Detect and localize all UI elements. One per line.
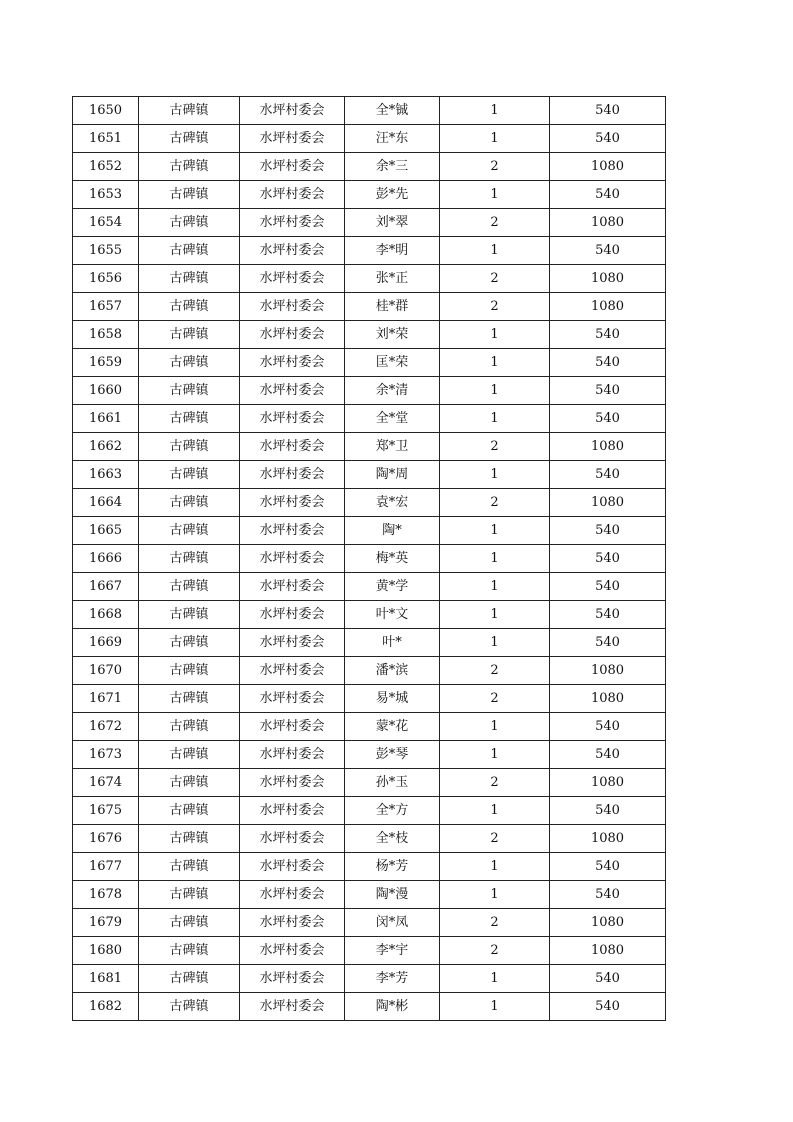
row-number: 1657 bbox=[73, 293, 139, 321]
name-cell: 彭*先 bbox=[345, 181, 440, 209]
village-committee-cell: 水坪村委会 bbox=[240, 853, 345, 881]
town-cell: 古碑镇 bbox=[139, 573, 240, 601]
village-committee-cell: 水坪村委会 bbox=[240, 993, 345, 1021]
count-cell: 2 bbox=[440, 825, 550, 853]
town-cell: 古碑镇 bbox=[139, 265, 240, 293]
table-row bbox=[73, 321, 666, 349]
data-table bbox=[72, 96, 666, 1021]
row-number: 1675 bbox=[73, 797, 139, 825]
count-cell: 2 bbox=[440, 153, 550, 181]
town-cell: 古碑镇 bbox=[139, 965, 240, 993]
village-committee-cell: 水坪村委会 bbox=[240, 881, 345, 909]
town-cell: 古碑镇 bbox=[139, 685, 240, 713]
table-row bbox=[73, 209, 666, 237]
town-cell: 古碑镇 bbox=[139, 405, 240, 433]
table-row bbox=[73, 573, 666, 601]
table-row bbox=[73, 349, 666, 377]
village-committee-cell: 水坪村委会 bbox=[240, 713, 345, 741]
table-row bbox=[73, 125, 666, 153]
town-cell: 古碑镇 bbox=[139, 657, 240, 685]
count-cell: 1 bbox=[440, 797, 550, 825]
amount-cell: 540 bbox=[550, 993, 666, 1021]
town-cell: 古碑镇 bbox=[139, 909, 240, 937]
town-cell: 古碑镇 bbox=[139, 153, 240, 181]
count-cell: 1 bbox=[440, 125, 550, 153]
name-cell: 陶*彬 bbox=[345, 993, 440, 1021]
row-number: 1654 bbox=[73, 209, 139, 237]
name-cell: 潘*滨 bbox=[345, 657, 440, 685]
amount-cell: 540 bbox=[550, 461, 666, 489]
row-number: 1655 bbox=[73, 237, 139, 265]
name-cell: 叶*文 bbox=[345, 601, 440, 629]
row-number: 1665 bbox=[73, 517, 139, 545]
name-cell: 陶*漫 bbox=[345, 881, 440, 909]
town-cell: 古碑镇 bbox=[139, 461, 240, 489]
name-cell: 全*铖 bbox=[345, 97, 440, 125]
table-row bbox=[73, 405, 666, 433]
village-committee-cell: 水坪村委会 bbox=[240, 265, 345, 293]
village-committee-cell: 水坪村委会 bbox=[240, 349, 345, 377]
amount-cell: 1080 bbox=[550, 937, 666, 965]
town-cell: 古碑镇 bbox=[139, 433, 240, 461]
town-cell: 古碑镇 bbox=[139, 293, 240, 321]
count-cell: 1 bbox=[440, 321, 550, 349]
village-committee-cell: 水坪村委会 bbox=[240, 489, 345, 517]
amount-cell: 540 bbox=[550, 405, 666, 433]
amount-cell: 1080 bbox=[550, 909, 666, 937]
amount-cell: 1080 bbox=[550, 265, 666, 293]
amount-cell: 540 bbox=[550, 321, 666, 349]
table-row bbox=[73, 181, 666, 209]
town-cell: 古碑镇 bbox=[139, 769, 240, 797]
amount-cell: 540 bbox=[550, 601, 666, 629]
name-cell: 李*宇 bbox=[345, 937, 440, 965]
name-cell: 袁*宏 bbox=[345, 489, 440, 517]
table-row bbox=[73, 657, 666, 685]
table-row bbox=[73, 545, 666, 573]
table-row bbox=[73, 797, 666, 825]
name-cell: 余*三 bbox=[345, 153, 440, 181]
village-committee-cell: 水坪村委会 bbox=[240, 657, 345, 685]
row-number: 1652 bbox=[73, 153, 139, 181]
village-committee-cell: 水坪村委会 bbox=[240, 209, 345, 237]
town-cell: 古碑镇 bbox=[139, 993, 240, 1021]
count-cell: 2 bbox=[440, 909, 550, 937]
name-cell: 黄*学 bbox=[345, 573, 440, 601]
count-cell: 1 bbox=[440, 965, 550, 993]
count-cell: 2 bbox=[440, 265, 550, 293]
name-cell: 叶* bbox=[345, 629, 440, 657]
row-number: 1662 bbox=[73, 433, 139, 461]
town-cell: 古碑镇 bbox=[139, 489, 240, 517]
town-cell: 古碑镇 bbox=[139, 321, 240, 349]
amount-cell: 540 bbox=[550, 881, 666, 909]
amount-cell: 1080 bbox=[550, 293, 666, 321]
amount-cell: 540 bbox=[550, 797, 666, 825]
name-cell: 梅*英 bbox=[345, 545, 440, 573]
row-number: 1663 bbox=[73, 461, 139, 489]
count-cell: 1 bbox=[440, 629, 550, 657]
village-committee-cell: 水坪村委会 bbox=[240, 825, 345, 853]
amount-cell: 540 bbox=[550, 713, 666, 741]
name-cell: 刘*翠 bbox=[345, 209, 440, 237]
table-row bbox=[73, 825, 666, 853]
name-cell: 郑*卫 bbox=[345, 433, 440, 461]
village-committee-cell: 水坪村委会 bbox=[240, 965, 345, 993]
count-cell: 1 bbox=[440, 741, 550, 769]
count-cell: 1 bbox=[440, 853, 550, 881]
row-number: 1678 bbox=[73, 881, 139, 909]
town-cell: 古碑镇 bbox=[139, 881, 240, 909]
row-number: 1658 bbox=[73, 321, 139, 349]
row-number: 1676 bbox=[73, 825, 139, 853]
amount-cell: 540 bbox=[550, 181, 666, 209]
table-row bbox=[73, 769, 666, 797]
count-cell: 1 bbox=[440, 97, 550, 125]
town-cell: 古碑镇 bbox=[139, 377, 240, 405]
count-cell: 2 bbox=[440, 657, 550, 685]
amount-cell: 1080 bbox=[550, 153, 666, 181]
name-cell: 余*清 bbox=[345, 377, 440, 405]
amount-cell: 540 bbox=[550, 629, 666, 657]
name-cell: 易*城 bbox=[345, 685, 440, 713]
row-number: 1668 bbox=[73, 601, 139, 629]
name-cell: 孙*玉 bbox=[345, 769, 440, 797]
count-cell: 1 bbox=[440, 601, 550, 629]
count-cell: 1 bbox=[440, 237, 550, 265]
village-committee-cell: 水坪村委会 bbox=[240, 321, 345, 349]
count-cell: 1 bbox=[440, 181, 550, 209]
row-number: 1677 bbox=[73, 853, 139, 881]
amount-cell: 1080 bbox=[550, 209, 666, 237]
table-row bbox=[73, 489, 666, 517]
village-committee-cell: 水坪村委会 bbox=[240, 405, 345, 433]
name-cell: 桂*群 bbox=[345, 293, 440, 321]
table-row bbox=[73, 601, 666, 629]
count-cell: 1 bbox=[440, 461, 550, 489]
table-row bbox=[73, 937, 666, 965]
amount-cell: 540 bbox=[550, 545, 666, 573]
count-cell: 1 bbox=[440, 573, 550, 601]
village-committee-cell: 水坪村委会 bbox=[240, 181, 345, 209]
table-row bbox=[73, 265, 666, 293]
count-cell: 1 bbox=[440, 517, 550, 545]
count-cell: 2 bbox=[440, 433, 550, 461]
name-cell: 全*堂 bbox=[345, 405, 440, 433]
table-row bbox=[73, 97, 666, 125]
row-number: 1656 bbox=[73, 265, 139, 293]
name-cell: 陶*周 bbox=[345, 461, 440, 489]
row-number: 1669 bbox=[73, 629, 139, 657]
count-cell: 2 bbox=[440, 293, 550, 321]
amount-cell: 540 bbox=[550, 965, 666, 993]
name-cell: 李*芳 bbox=[345, 965, 440, 993]
amount-cell: 1080 bbox=[550, 825, 666, 853]
name-cell: 杨*芳 bbox=[345, 853, 440, 881]
row-number: 1651 bbox=[73, 125, 139, 153]
count-cell: 1 bbox=[440, 405, 550, 433]
name-cell: 匡*荣 bbox=[345, 349, 440, 377]
table-row bbox=[73, 377, 666, 405]
count-cell: 2 bbox=[440, 209, 550, 237]
amount-cell: 540 bbox=[550, 377, 666, 405]
table-row bbox=[73, 293, 666, 321]
name-cell: 闵*凤 bbox=[345, 909, 440, 937]
count-cell: 2 bbox=[440, 489, 550, 517]
row-number: 1671 bbox=[73, 685, 139, 713]
amount-cell: 540 bbox=[550, 573, 666, 601]
table-row bbox=[73, 713, 666, 741]
village-committee-cell: 水坪村委会 bbox=[240, 797, 345, 825]
village-committee-cell: 水坪村委会 bbox=[240, 377, 345, 405]
count-cell: 1 bbox=[440, 881, 550, 909]
row-number: 1659 bbox=[73, 349, 139, 377]
row-number: 1680 bbox=[73, 937, 139, 965]
table-row bbox=[73, 881, 666, 909]
table-row bbox=[73, 433, 666, 461]
village-committee-cell: 水坪村委会 bbox=[240, 461, 345, 489]
table-row bbox=[73, 853, 666, 881]
name-cell: 李*明 bbox=[345, 237, 440, 265]
row-number: 1672 bbox=[73, 713, 139, 741]
village-committee-cell: 水坪村委会 bbox=[240, 125, 345, 153]
table-body bbox=[73, 97, 666, 1021]
town-cell: 古碑镇 bbox=[139, 853, 240, 881]
town-cell: 古碑镇 bbox=[139, 825, 240, 853]
town-cell: 古碑镇 bbox=[139, 629, 240, 657]
count-cell: 1 bbox=[440, 377, 550, 405]
name-cell: 彭*琴 bbox=[345, 741, 440, 769]
village-committee-cell: 水坪村委会 bbox=[240, 741, 345, 769]
row-number: 1679 bbox=[73, 909, 139, 937]
town-cell: 古碑镇 bbox=[139, 97, 240, 125]
amount-cell: 540 bbox=[550, 349, 666, 377]
village-committee-cell: 水坪村委会 bbox=[240, 517, 345, 545]
row-number: 1670 bbox=[73, 657, 139, 685]
village-committee-cell: 水坪村委会 bbox=[240, 433, 345, 461]
village-committee-cell: 水坪村委会 bbox=[240, 937, 345, 965]
village-committee-cell: 水坪村委会 bbox=[240, 601, 345, 629]
row-number: 1650 bbox=[73, 97, 139, 125]
amount-cell: 540 bbox=[550, 741, 666, 769]
count-cell: 1 bbox=[440, 349, 550, 377]
village-committee-cell: 水坪村委会 bbox=[240, 685, 345, 713]
town-cell: 古碑镇 bbox=[139, 517, 240, 545]
table-row bbox=[73, 237, 666, 265]
name-cell: 陶* bbox=[345, 517, 440, 545]
town-cell: 古碑镇 bbox=[139, 545, 240, 573]
town-cell: 古碑镇 bbox=[139, 937, 240, 965]
count-cell: 1 bbox=[440, 545, 550, 573]
row-number: 1673 bbox=[73, 741, 139, 769]
town-cell: 古碑镇 bbox=[139, 797, 240, 825]
name-cell: 全*方 bbox=[345, 797, 440, 825]
village-committee-cell: 水坪村委会 bbox=[240, 293, 345, 321]
count-cell: 1 bbox=[440, 713, 550, 741]
row-number: 1667 bbox=[73, 573, 139, 601]
village-committee-cell: 水坪村委会 bbox=[240, 629, 345, 657]
village-committee-cell: 水坪村委会 bbox=[240, 153, 345, 181]
table-row bbox=[73, 517, 666, 545]
count-cell: 2 bbox=[440, 769, 550, 797]
row-number: 1660 bbox=[73, 377, 139, 405]
table-row bbox=[73, 461, 666, 489]
row-number: 1666 bbox=[73, 545, 139, 573]
name-cell: 刘*荣 bbox=[345, 321, 440, 349]
town-cell: 古碑镇 bbox=[139, 209, 240, 237]
amount-cell: 1080 bbox=[550, 769, 666, 797]
table-row bbox=[73, 965, 666, 993]
row-number: 1664 bbox=[73, 489, 139, 517]
amount-cell: 540 bbox=[550, 517, 666, 545]
table-row bbox=[73, 153, 666, 181]
count-cell: 1 bbox=[440, 993, 550, 1021]
amount-cell: 540 bbox=[550, 237, 666, 265]
village-committee-cell: 水坪村委会 bbox=[240, 97, 345, 125]
town-cell: 古碑镇 bbox=[139, 601, 240, 629]
town-cell: 古碑镇 bbox=[139, 713, 240, 741]
village-committee-cell: 水坪村委会 bbox=[240, 909, 345, 937]
name-cell: 张*正 bbox=[345, 265, 440, 293]
name-cell: 全*枝 bbox=[345, 825, 440, 853]
village-committee-cell: 水坪村委会 bbox=[240, 573, 345, 601]
count-cell: 2 bbox=[440, 937, 550, 965]
amount-cell: 1080 bbox=[550, 657, 666, 685]
amount-cell: 1080 bbox=[550, 433, 666, 461]
village-committee-cell: 水坪村委会 bbox=[240, 237, 345, 265]
amount-cell: 1080 bbox=[550, 685, 666, 713]
town-cell: 古碑镇 bbox=[139, 181, 240, 209]
name-cell: 蒙*花 bbox=[345, 713, 440, 741]
town-cell: 古碑镇 bbox=[139, 741, 240, 769]
name-cell: 汪*东 bbox=[345, 125, 440, 153]
village-committee-cell: 水坪村委会 bbox=[240, 545, 345, 573]
row-number: 1681 bbox=[73, 965, 139, 993]
town-cell: 古碑镇 bbox=[139, 125, 240, 153]
town-cell: 古碑镇 bbox=[139, 237, 240, 265]
table-row bbox=[73, 909, 666, 937]
table-row bbox=[73, 741, 666, 769]
count-cell: 2 bbox=[440, 685, 550, 713]
row-number: 1674 bbox=[73, 769, 139, 797]
amount-cell: 540 bbox=[550, 853, 666, 881]
amount-cell: 1080 bbox=[550, 489, 666, 517]
table-row bbox=[73, 993, 666, 1021]
table-row bbox=[73, 685, 666, 713]
table-row bbox=[73, 629, 666, 657]
amount-cell: 540 bbox=[550, 97, 666, 125]
village-committee-cell: 水坪村委会 bbox=[240, 769, 345, 797]
row-number: 1661 bbox=[73, 405, 139, 433]
amount-cell: 540 bbox=[550, 125, 666, 153]
row-number: 1653 bbox=[73, 181, 139, 209]
row-number: 1682 bbox=[73, 993, 139, 1021]
town-cell: 古碑镇 bbox=[139, 349, 240, 377]
